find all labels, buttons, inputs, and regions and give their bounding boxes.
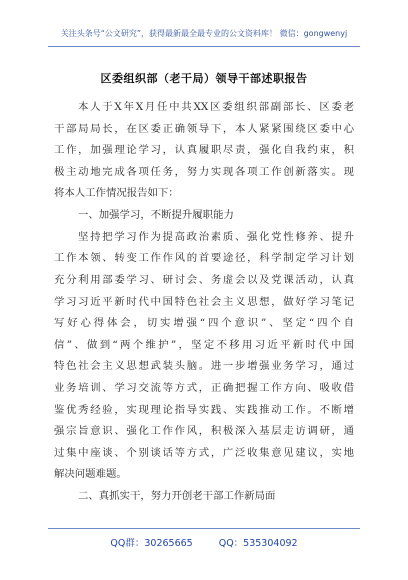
body-line: 过集中座谈、个别谈话等方式，广泛收集意见建议，实地 <box>54 447 354 459</box>
qq-group-number: QQ群：30265665 <box>110 538 193 549</box>
header-banner: 关注头条号“公文研究”，获得最新最全最专业的公文资料库！ 微信：gongwenyj <box>60 29 348 38</box>
body-line: 干部局局长，在区委正确领导下，本人紧紧围绕区委中心 <box>54 123 354 135</box>
body-line: 极主动地完成各项任务，努力实现各项工作创新落实。现 <box>54 166 354 178</box>
body-line: 学习习近平新时代中国特色社会主义思想，做好学习笔记 <box>54 296 354 308</box>
body-line: 工作，加强理论学习，认真履职尽责，强化自我约束，积 <box>54 144 354 156</box>
section-heading: 二、真抓实干，努力开创老干部工作新局面 <box>78 490 276 502</box>
body-line: 本人于X年X月任中共XX区委组织部副部长、区委老 <box>78 101 354 113</box>
body-line: 信”、做到“两个维护”，坚定不移用习近平新时代中国 <box>54 339 354 351</box>
body-line: 工作本领、转变工作作风的首要途径，科学制定学习计划 <box>54 252 354 264</box>
document-title: 区委组织部（老干局）领导干部述职报告 <box>100 72 308 85</box>
header-divider <box>48 46 360 47</box>
footer-contact <box>0 535 408 549</box>
qq-number: QQ：535304092 <box>218 538 298 549</box>
footer-divider <box>48 528 360 529</box>
section-heading: 一、加强学习，不断提升履职能力 <box>78 209 234 221</box>
body-line: 写好心得体会，切实增强“四个意识”、坚定“四个自 <box>54 317 354 329</box>
body-line: 鉴优秀经验，实现理论指导实践、实践推动工作。不断增 <box>54 404 354 416</box>
body-line: 将本人工作情况报告如下： <box>54 187 179 199</box>
body-line: 解决问题难题。 <box>54 468 127 480</box>
body-line: 充分利用部委学习、研讨会、务虚会以及党课活动，认真 <box>54 274 354 286</box>
body-line: 坚持把学习作为提高政治素质、强化党性修养、提升 <box>78 231 354 243</box>
body-line: 强宗旨意识、强化工作作风，积极深入基层走访调研，通 <box>54 425 354 437</box>
body-line: 特色社会主义思想武装头脑。进一步增强业务学习，通过 <box>54 360 354 372</box>
body-line: 业务培训、学习交流等方式，正确把握工作方向、吸收借 <box>54 382 354 394</box>
